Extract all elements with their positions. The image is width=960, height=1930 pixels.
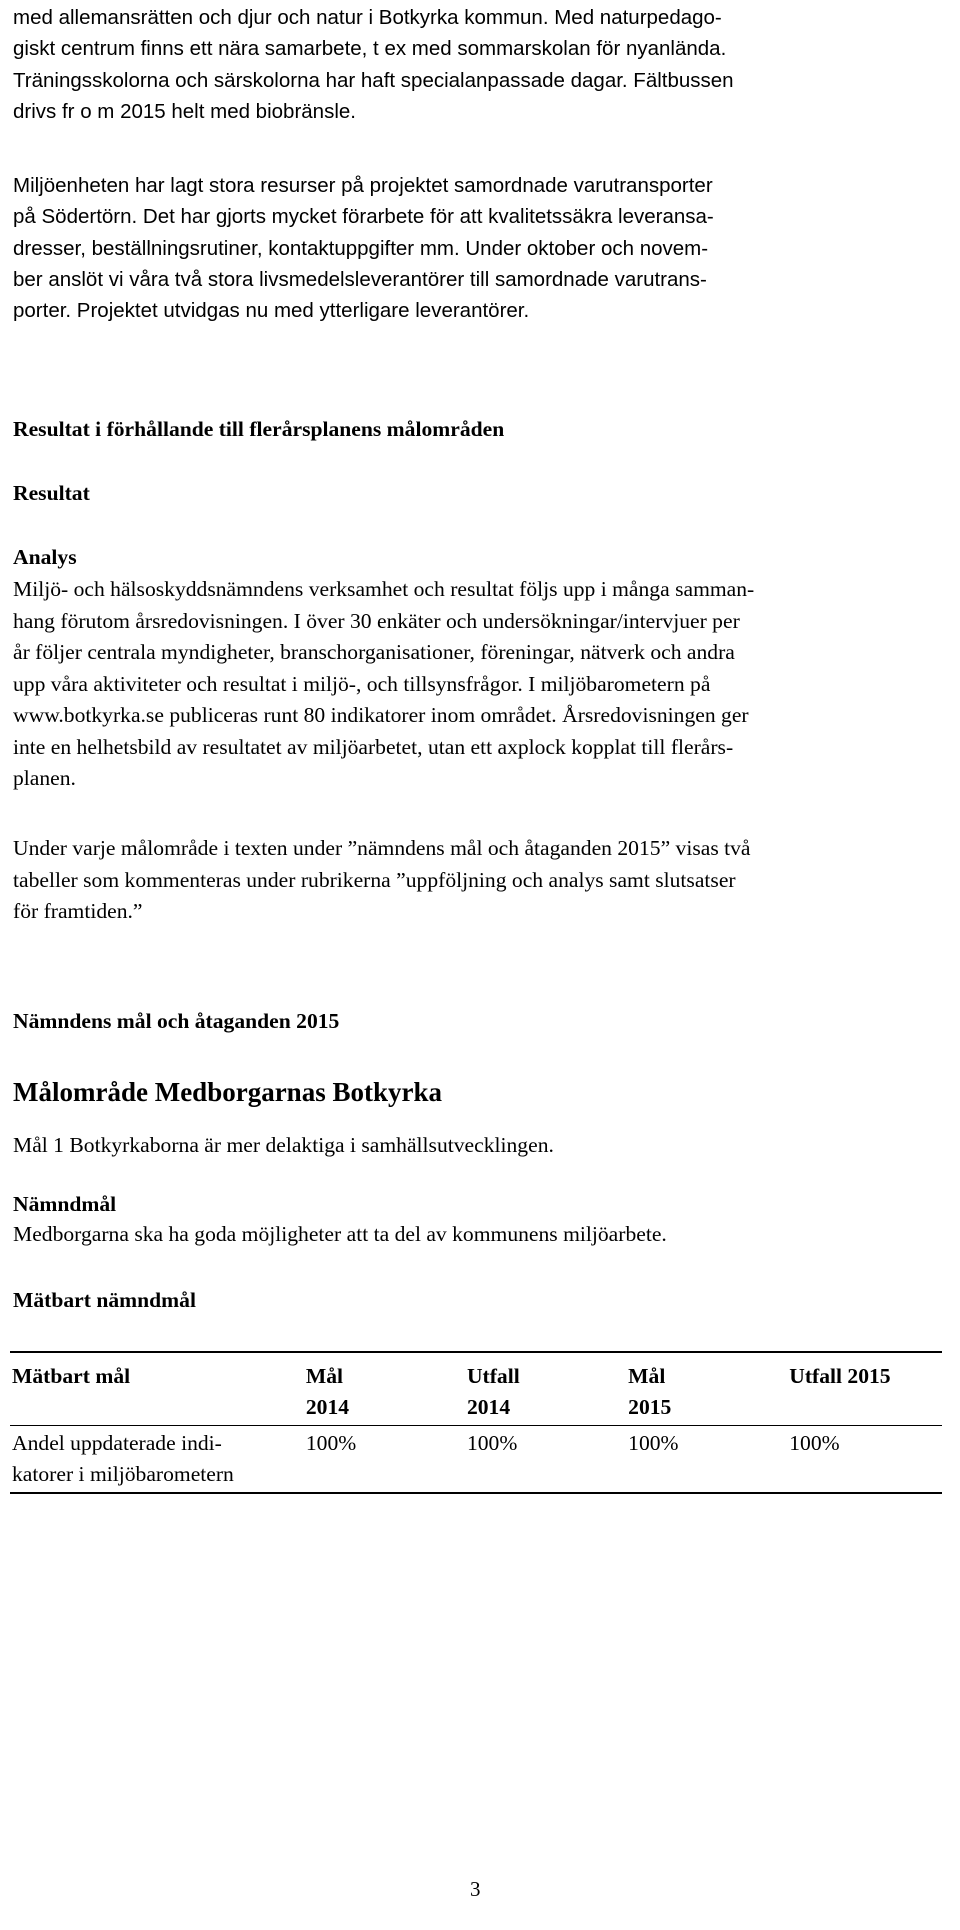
measurable-goals-table [10, 1351, 942, 1494]
varje-paragraph: Under varje målområde i texten under ”nämndens mål och åtaganden 2015” visas två tabeller som kommenteras under rubrikerna ”uppföljning och analys samt slutsatser för framtiden.” [13, 836, 751, 923]
results-heading: Resultat i förhållande till flerårsplanens målområden [13, 417, 505, 441]
intro-paragraph-2: Miljöenheten har lagt stora resurser på projektet samordnade varutransporter på Södertörn. Det har gjorts mycket förarbete för att kvalitetssäkra leveransa- dresser, beställningsrutiner, kontaktuppgifter mm. Under oktober och novem- ber anslöt vi våra två stora livsmedelsleverantörer till samordnade varutrans- porter. Projektet utvidgas nu med ytterligare leverantörer. [13, 174, 714, 323]
goal-1-text: Mål 1 Botkyrkaborna är mer delaktiga i samhällsutvecklingen. [13, 1133, 554, 1157]
analys-label: Analys [13, 545, 77, 569]
header-matbart-mal: Mätbart mål [10, 1352, 304, 1426]
cell-mal-2014: 100% [305, 1431, 357, 1455]
area-title: Målområde Medborgarnas Botkyrka [13, 1077, 442, 1107]
analys-paragraph: Miljö- och hälsoskyddsnämndens verksamhet och resultat följs upp i många samman- hang förutom årsredovisningen. I över 30 enkäter och undersökningar/intervjuer per år följer centrala myndigheter, branschorganisationer, föreningar, nätverk och andra upp våra aktiviteter och resultat i miljö-, och tillsynsfrågor. I miljöbarometern på www.botkyrka.se publiceras runt 80 indikatorer inom området. Årsredovisningen ger inte en helhetsbild av resultatet av miljöarbetet, utan ett axplock kopplat till flerårs- planen. [13, 577, 755, 790]
table-header-row [10, 1352, 942, 1426]
cell-mal-2015: 100% [628, 1431, 679, 1455]
header-utfall-2014: Utfall 2014 [465, 1352, 626, 1426]
intro-paragraph-1: med allemansrätten och djur och natur i Botkyrka kommun. Med naturpedago- giskt centrum finns ett nära samarbete, t ex med sommarskolan för nyanlända. Träningsskolorna och särskolorna har haft specialanpassade dagar. Fältbussen drivs fr o m 2015 helt med biobränsle. [13, 6, 734, 123]
cell-utfall-2015: 100% [789, 1431, 840, 1455]
matbart-label: Mätbart nämndmål [13, 1288, 196, 1312]
page-number: 3 [470, 1877, 481, 1901]
namndmal-label: Nämndmål [13, 1192, 117, 1216]
namndmal-text: Medborgarna ska ha goda möjligheter att ta del av kommunens miljöarbete. [13, 1222, 667, 1246]
table-row [10, 1426, 942, 1494]
header-utfall-2015: Utfall 2015 [787, 1352, 942, 1426]
header-mal-2014: Mål 2014 [304, 1352, 465, 1426]
row-label: Andel uppdaterade indi- katorer i miljöbarometern [12, 1431, 234, 1486]
header-mal-2015: Mål 2015 [626, 1352, 787, 1426]
resultat-label: Resultat [13, 481, 90, 505]
goals-heading: Nämndens mål och åtaganden 2015 [13, 1009, 340, 1033]
cell-utfall-2014: 100% [466, 1431, 518, 1455]
